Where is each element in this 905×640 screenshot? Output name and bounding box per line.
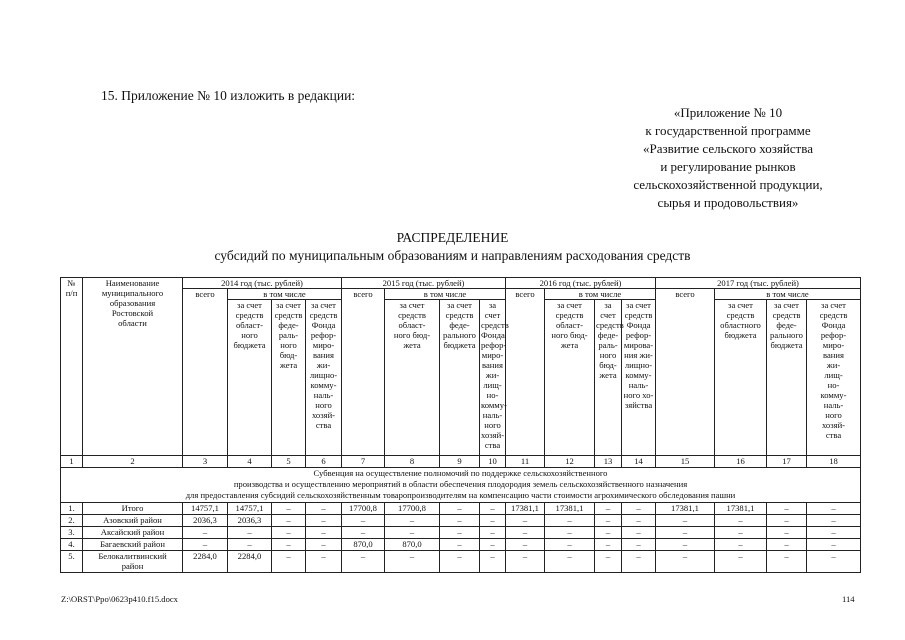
value-cell: –: [272, 515, 306, 527]
value-cell: –: [480, 527, 506, 539]
column-number: 8: [385, 456, 440, 468]
header-sub: за счет средств Фонда рефор- миро- вания жи- лищ- но- комму- наль- ного хозяй- ства: [807, 300, 861, 456]
column-number: 7: [342, 456, 385, 468]
value-cell: –: [807, 515, 861, 527]
value-cell: –: [272, 503, 306, 515]
value-cell: –: [228, 527, 272, 539]
appendix-line: и регулирование рынков: [660, 159, 796, 174]
value-cell: 17700,8: [342, 503, 385, 515]
value-cell: 17700,8: [385, 503, 440, 515]
column-number: 15: [656, 456, 715, 468]
value-cell: –: [228, 539, 272, 551]
header-sub: за счет средств област- ного бюд- жета: [545, 300, 595, 456]
value-cell: –: [506, 539, 545, 551]
value-cell: –: [715, 527, 767, 539]
row-number: 1.: [61, 503, 83, 515]
value-cell: –: [385, 515, 440, 527]
value-cell: 870,0: [342, 539, 385, 551]
value-cell: –: [595, 539, 622, 551]
column-number: 6: [306, 456, 342, 468]
column-number: 13: [595, 456, 622, 468]
header-sub: за счет средств феде- раль- ного бюд- жета: [595, 300, 622, 456]
value-cell: 17381,1: [715, 503, 767, 515]
value-cell: –: [272, 551, 306, 573]
header-incl: в том числе: [228, 289, 342, 300]
value-cell: –: [440, 539, 480, 551]
value-cell: –: [440, 527, 480, 539]
value-cell: –: [440, 515, 480, 527]
column-number: 5: [272, 456, 306, 468]
header-incl: в том числе: [385, 289, 506, 300]
value-cell: 14757,1: [183, 503, 228, 515]
value-cell: –: [807, 551, 861, 573]
district-name: Белокалитвинский район: [83, 551, 183, 573]
document-title: [0, 229, 905, 265]
value-cell: 17381,1: [545, 503, 595, 515]
header-sub: за счет средств феде- рального бюджета: [440, 300, 480, 456]
value-cell: –: [622, 539, 656, 551]
header-incl: в том числе: [715, 289, 861, 300]
column-number: 12: [545, 456, 595, 468]
value-cell: –: [767, 551, 807, 573]
value-cell: –: [656, 539, 715, 551]
table-row: [61, 503, 861, 515]
value-cell: –: [715, 515, 767, 527]
value-cell: 870,0: [385, 539, 440, 551]
row-number: 3.: [61, 527, 83, 539]
value-cell: –: [656, 551, 715, 573]
value-cell: –: [545, 551, 595, 573]
value-cell: –: [272, 527, 306, 539]
value-cell: –: [807, 527, 861, 539]
value-cell: –: [306, 503, 342, 515]
value-cell: 14757,1: [228, 503, 272, 515]
header-total: всего: [506, 289, 545, 456]
value-cell: –: [342, 527, 385, 539]
header-year-2017: 2017 год (тыс. рублей): [656, 278, 861, 289]
header-sub: за счет средств феде- рального бюджета: [767, 300, 807, 456]
appendix-line: «Развитие сельского хозяйства: [643, 141, 813, 156]
value-cell: –: [622, 551, 656, 573]
value-cell: –: [306, 515, 342, 527]
column-number: 2: [83, 456, 183, 468]
subsidy-table: [60, 277, 861, 573]
value-cell: –: [183, 527, 228, 539]
value-cell: –: [622, 515, 656, 527]
header-year-2014: 2014 год (тыс. рублей): [183, 278, 342, 289]
header-year-2015: 2015 год (тыс. рублей): [342, 278, 506, 289]
column-number: 9: [440, 456, 480, 468]
title-subheading: субсидий по муниципальным образованиям и направлениям расходования средств: [214, 248, 691, 263]
file-path: Z:\ORST\Ppo\0623p410.f15.docx: [61, 594, 178, 604]
column-number: 1: [61, 456, 83, 468]
value-cell: 2284,0: [228, 551, 272, 573]
column-number: 3: [183, 456, 228, 468]
column-number: 16: [715, 456, 767, 468]
table-row: [61, 515, 861, 527]
value-cell: –: [506, 551, 545, 573]
value-cell: 17381,1: [506, 503, 545, 515]
value-cell: –: [595, 551, 622, 573]
column-number: 10: [480, 456, 506, 468]
header-sub: за счет средств феде- раль- ного бюд- жета: [272, 300, 306, 456]
value-cell: –: [622, 503, 656, 515]
value-cell: –: [622, 527, 656, 539]
value-cell: –: [480, 515, 506, 527]
value-cell: –: [306, 551, 342, 573]
title-heading: РАСПРЕДЕЛЕНИЕ: [396, 230, 509, 245]
value-cell: –: [656, 527, 715, 539]
value-cell: –: [385, 551, 440, 573]
header-sub: за счет средств Фонда рефор- миро- вания жи- лищ- но- комму- наль- ного хозяй- ства: [480, 300, 506, 456]
value-cell: –: [342, 515, 385, 527]
value-cell: 2284,0: [183, 551, 228, 573]
header-year-2016: 2016 год (тыс. рублей): [506, 278, 656, 289]
value-cell: 2036,3: [228, 515, 272, 527]
header-total: всего: [342, 289, 385, 456]
column-number: 4: [228, 456, 272, 468]
value-cell: –: [595, 515, 622, 527]
value-cell: –: [183, 539, 228, 551]
value-cell: –: [506, 515, 545, 527]
column-number: 14: [622, 456, 656, 468]
district-name: Азовский район: [83, 515, 183, 527]
value-cell: 17381,1: [656, 503, 715, 515]
header-total: всего: [656, 289, 715, 456]
district-name: Багаевский район: [83, 539, 183, 551]
page-number: 114: [842, 594, 855, 604]
value-cell: –: [480, 551, 506, 573]
value-cell: –: [767, 539, 807, 551]
value-cell: –: [656, 515, 715, 527]
value-cell: –: [807, 539, 861, 551]
appendix-reference: [598, 104, 858, 212]
value-cell: –: [306, 539, 342, 551]
column-number: 17: [767, 456, 807, 468]
table-row: [61, 539, 861, 551]
header-sub: за счет средств област- ного бюджета: [228, 300, 272, 456]
value-cell: –: [440, 503, 480, 515]
column-number: 18: [807, 456, 861, 468]
value-cell: –: [506, 527, 545, 539]
value-cell: –: [480, 503, 506, 515]
header-incl: в том числе: [545, 289, 656, 300]
value-cell: –: [767, 503, 807, 515]
value-cell: –: [306, 527, 342, 539]
value-cell: –: [545, 539, 595, 551]
value-cell: –: [545, 527, 595, 539]
value-cell: –: [385, 527, 440, 539]
table-row: [61, 527, 861, 539]
value-cell: –: [715, 551, 767, 573]
appendix-line: «Приложение № 10: [673, 105, 783, 120]
appendix-line: сырья и продовольствия»: [657, 195, 799, 210]
value-cell: –: [767, 515, 807, 527]
value-cell: –: [545, 515, 595, 527]
value-cell: –: [342, 551, 385, 573]
value-cell: –: [715, 539, 767, 551]
district-name: Итого: [83, 503, 183, 515]
row-number: 5.: [61, 551, 83, 573]
value-cell: –: [272, 539, 306, 551]
intro-text: 15. Приложение № 10 изложить в редакции:: [101, 88, 356, 103]
value-cell: –: [767, 527, 807, 539]
value-cell: –: [595, 527, 622, 539]
table-row: [61, 551, 861, 573]
value-cell: –: [440, 551, 480, 573]
header-name: Наименование муниципального образования Ростовской области: [83, 278, 183, 456]
district-name: Аксайский район: [83, 527, 183, 539]
appendix-line: сельскохозяйственной продукции,: [633, 177, 823, 192]
value-cell: 2036,3: [183, 515, 228, 527]
header-sub: за счет средств Фонда рефор- миро- вания жи- лищно- комму- наль- ного хозяй- ства: [306, 300, 342, 456]
header-sub: за счет средств Фонда рефор- мирова- ния жи- лищно- комму- наль- ного хо- зяйства: [622, 300, 656, 456]
row-number: 2.: [61, 515, 83, 527]
section-title: Субвенция на осуществление полномочий по поддержке сельскохозяйственного производства и осуществлению мероприятий в области обеспечения плодородия земель сельскохозяйственного назначения для предоставления субсидий сельскохозяйственным товаропроизводителям на компенсацию части стоимости агрохимического обследования пашни: [61, 468, 861, 503]
value-cell: –: [807, 503, 861, 515]
header-sub: за счет средств областного бюджета: [715, 300, 767, 456]
value-cell: –: [480, 539, 506, 551]
appendix-line: к государственной программе: [645, 123, 811, 138]
header-sub: за счет средств област- ного бюд- жета: [385, 300, 440, 456]
header-num: № п/п: [61, 278, 83, 456]
row-number: 4.: [61, 539, 83, 551]
column-number-row: [61, 456, 861, 468]
column-number: 11: [506, 456, 545, 468]
header-total: всего: [183, 289, 228, 456]
value-cell: –: [595, 503, 622, 515]
